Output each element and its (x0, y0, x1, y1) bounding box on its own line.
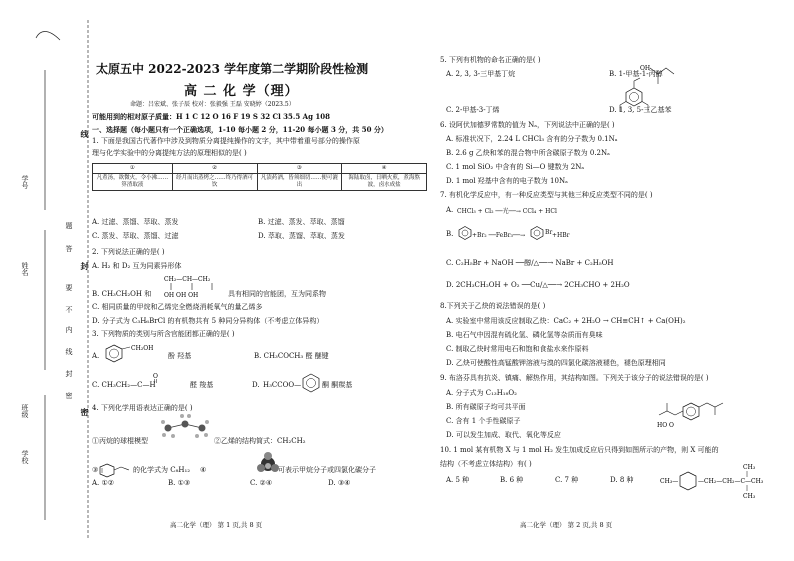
q2-option-a: A. H₂ 和 D₂ 互为同素异形体 (92, 262, 182, 270)
svg-text:CH₂OH: CH₂OH (131, 345, 154, 352)
q2-stem: 2. 下列说法正确的是( ) (92, 248, 165, 256)
svg-text:O: O (153, 373, 158, 380)
svg-text:OH: OH (640, 65, 651, 72)
q7-option-a: CHCl₃ + Cl₂ ──光──→ CCl₄ + HCl (457, 208, 557, 215)
q5-structure-d (612, 78, 656, 122)
q5-option-c: C. 2-甲基-3-丁烯 (446, 106, 500, 114)
q1-option-c: C. 蒸发、萃取、蒸馏、过滤 (92, 232, 179, 240)
seal-char: 不 (65, 306, 73, 313)
q1-option-b: B. 过滤、蒸发、萃取、蒸馏 (258, 218, 345, 226)
table-cell: 凡煮汤，欲微火，令小沸……箅渣取液 (93, 174, 173, 191)
q8-option-c: C. 制取乙炔时常用电石和饱和食盐水来作原料 (446, 345, 589, 353)
q7-stem: 7. 有机化学反应中，有一种反应类型与其他三种反应类型不同的是( ) (440, 191, 653, 199)
page-footer-left: 高二化学（理） 第 1 页,共 8 页 (170, 521, 263, 529)
q4-item-3: ③ (92, 466, 99, 474)
q9-option-d: D. 可以发生加成、取代、氧化等反应 (446, 431, 561, 439)
seal-char: 内 (65, 326, 73, 333)
q6-option-c: C. 1 mol SiO₂ 中含有的 Si—O 键数为 2Nₐ (446, 163, 585, 171)
q5-option-d: D. 1, 3, 5-三乙基苯 (609, 106, 672, 114)
benzene-ring-q7 (458, 226, 472, 240)
q10-stem: 10. 1 mol 某有机物 X 与 1 mol H₂ 发生加成反应后只得到如图所示的产物，则 X 可能的 (440, 446, 719, 454)
exam-authors: 命题：吕宏斌、张子辰 校对：张毅强 王磊 安晓婷（2023.5） (130, 101, 295, 108)
section-heading: 一、选择题（每小题只有一个正确选项，1-10 每小题 2 分，11-20 每小题 3 分，共 50 分） (92, 125, 388, 134)
svg-text:O: O (669, 422, 674, 429)
q7-option-b-tail: +HBr (552, 232, 570, 239)
q10-option-c: C. 7 种 (555, 476, 579, 484)
table-head: ④ (342, 164, 427, 174)
cyclohexene-structure (99, 462, 133, 478)
q8-option-b: B. 电石气中因混有硫化氢、磷化氢等杂质而有臭味 (446, 331, 603, 339)
q10-option-d: D. 8 种 (610, 476, 634, 484)
svg-text:HO: HO (657, 422, 668, 429)
q7-option-c: C. C₂H₅Br + NaOH ──醇/△──→ NaBr + C₂H₅OH (446, 259, 614, 267)
table-cell: 凡渍药酒，皆须细切……便可漉出 (257, 174, 342, 191)
exam-subject: 高 二 化 学（理） (184, 84, 299, 99)
ibuprofen-structure (655, 385, 765, 435)
q4-item-1: ①丙烷的球棍模型 (92, 437, 148, 445)
seal-char: 题 (65, 222, 73, 229)
table-cell: 海陆取卤，日晒火煎，煮海熬波，卤水成盐 (342, 174, 427, 191)
q3-label-d: D. (252, 381, 260, 389)
q1-stem: 理与化学实验中的分离提纯方法的原理相似的是( ) (92, 149, 247, 157)
propanal-carbonyl (150, 372, 170, 386)
exam-title: 太原五中 2022-2023 学年度第二学期阶段性检测 (96, 62, 369, 76)
q4-option-a: A. ①② (92, 479, 115, 487)
q10-option-b: B. 6 种 (500, 476, 524, 484)
q1-table (92, 163, 427, 191)
q2-option-b: B. CH₃CH₂OH 和 (92, 290, 152, 298)
q8-option-d: D. 乙炔可使酸性高锰酸钾溶液与溴的四氯化碳溶液褪色，褪色原理相同 (446, 359, 666, 367)
q9-stem: 9. 布洛芬具有抗炎、镇痛、解热作用，其结构如图。下列关于该分子的说法错误的是( ) (440, 374, 709, 382)
q2-option-b-tail: 具有相同的官能团，互为同系物 (228, 290, 326, 298)
q6-option-b: B. 2.6 g 乙炔和苯的混合物中所含碳原子数为 0.2Nₐ (446, 149, 610, 157)
seal-char: 封 (65, 370, 73, 377)
q9-option-c: C. 含有 1 个手性碳原子 (446, 417, 521, 425)
q3-option-d-tail: 酮 酮羰基 (322, 381, 353, 389)
q6-option-d: D. 1 mol 羟基中含有的电子数为 10Nₐ (446, 177, 568, 185)
q5-option-b: B. 1-甲基-1-丙醇 (609, 70, 663, 78)
q1-option-d: D. 萃取、蒸馏、萃取、蒸发 (258, 232, 345, 240)
table-cell: 经月而出蒸烤之……终乃得酒可饮 (172, 174, 257, 191)
seal-char: 答 (65, 245, 73, 252)
svg-text:OH OH OH: OH OH OH (164, 292, 199, 299)
student-id-label: 学号 (21, 175, 29, 189)
school-label: 学校 (21, 450, 29, 464)
q2-option-d: D. 分子式为 C₃H₆BrCl 的有机物共有 5 种同分异构体（不考虑立体异构） (92, 317, 324, 325)
q7-label-a: A. (446, 206, 454, 214)
seal-char: 要 (65, 284, 73, 291)
q3-option-a: 酚 羟基 (168, 352, 192, 360)
q4-item-2: ②乙烯的结构简式：CH₂CH₂ (214, 437, 306, 445)
q6-stem: 6. 设阿伏加德罗常数的值为 Nₐ，下列说法中正确的是( ) (440, 121, 615, 129)
q4-stem: 4. 下列化学用语表达正确的是( ) (92, 404, 193, 412)
name-label: 姓名 (21, 262, 29, 276)
q8-option-a: A. 实验室中常用该反应制取乙炔：CaC₂ + 2H₂O → CH≡CH↑ + Ca(OH)₂ (446, 317, 686, 325)
q7-label-b: B. (446, 230, 454, 238)
q8-stem: 8.下列关于乙炔的说法错误的是( ) (440, 302, 546, 310)
close-mark: 密 (80, 408, 90, 416)
q5-option-a: A. 2, 3, 3-三甲基丁烷 (446, 70, 516, 78)
space-filling-model (256, 452, 280, 476)
svg-text:—CH₂—CH₂—C—CH₃: —CH₂—CH₂—C—CH₃ (698, 478, 764, 485)
line-mark: 线 (80, 130, 90, 138)
q6-option-a: A. 标准状况下，2.24 L CHCl₃ 含有的分子数为 0.1Nₐ (446, 135, 618, 143)
glycol-structure (162, 273, 232, 303)
bromobenzene-ring (530, 226, 544, 240)
svg-text:CH₃: CH₃ (743, 464, 756, 471)
q3-option-c-tail: 醛 羧基 (190, 381, 214, 389)
page-footer-right: 高二化学（理） 第 2 页,共 8 页 (520, 521, 613, 529)
table-head: ① (93, 164, 173, 174)
table-head: ③ (257, 164, 342, 174)
q10-stem: 结构（不考虑立体结构）有( ) (440, 460, 532, 468)
q4-option-c: C. ②④ (250, 479, 273, 487)
q4-option-d: D. ③④ (328, 479, 351, 487)
q9-option-a: A. 分子式为 C₁₃H₁₈O₂ (446, 389, 517, 397)
q3-option-b: B. CH₃COCH₃ 醛 醚键 (254, 352, 329, 360)
seal-char: 密 (65, 392, 73, 399)
q4-item-4-tail: 可表示甲烷分子或四氯化碳分子 (278, 466, 376, 474)
q1-option-a: A. 过滤、蒸馏、萃取、蒸发 (92, 218, 179, 226)
seal-char: 线 (65, 348, 73, 355)
q10-option-a: A. 5 种 (446, 476, 470, 484)
svg-text:CH₃—: CH₃— (660, 478, 679, 485)
class-label: 班级 (21, 404, 29, 418)
bromo-label: Br (545, 229, 553, 236)
q10-product-structure (660, 462, 770, 502)
q7-option-d: D. 2CH₃CH₂OH + O₂ ──Cu/△──→ 2CH₃CHO + 2H₂O (446, 281, 630, 289)
q4-item-4: ④ (200, 466, 207, 474)
q9-option-b: B. 所有碳原子均可共平面 (446, 403, 526, 411)
q3-label-a: A. (92, 352, 100, 360)
q7-option-b: +Br₂ ──FeBr₃──→ (472, 232, 526, 239)
q4-option-b: B. ①③ (168, 479, 191, 487)
phenyl-ring-d (301, 373, 321, 393)
svg-text:CH₃: CH₃ (743, 493, 756, 500)
atomic-masses: 可能用到的相对原子质量：H 1 C 12 O 16 F 19 S 32 Cl 35.5 Ag 108 (92, 112, 331, 121)
q4-item-3-tail: 的化学式为 C₈H₁₂ (133, 466, 191, 474)
table-head: ② (172, 164, 257, 174)
seal-mark: 封 (80, 262, 90, 270)
benzyl-alcohol-structure (104, 343, 164, 367)
q1-stem: 1. 下面是我国古代著作中涉及到物质分离提纯操作的文字，其中带着重号部分的操作原 (92, 137, 360, 145)
q5-stem: 5. 下列有机物的命名正确的是( ) (440, 56, 541, 64)
q3-stem: 3. 下列物质的类别与所含官能团都正确的是( ) (92, 330, 235, 338)
q3-option-d: H₃CCOO— (263, 381, 302, 389)
svg-text:CH₂—CH—CH₂: CH₂—CH—CH₂ (164, 276, 211, 283)
q2-option-c: C. 相同质量的甲烷和乙烯完全燃烧消耗氧气的量乙烯多 (92, 303, 263, 311)
propane-ball-stick-model (160, 414, 210, 444)
q3-option-c: C. CH₃CH₂—C—H (92, 381, 156, 389)
